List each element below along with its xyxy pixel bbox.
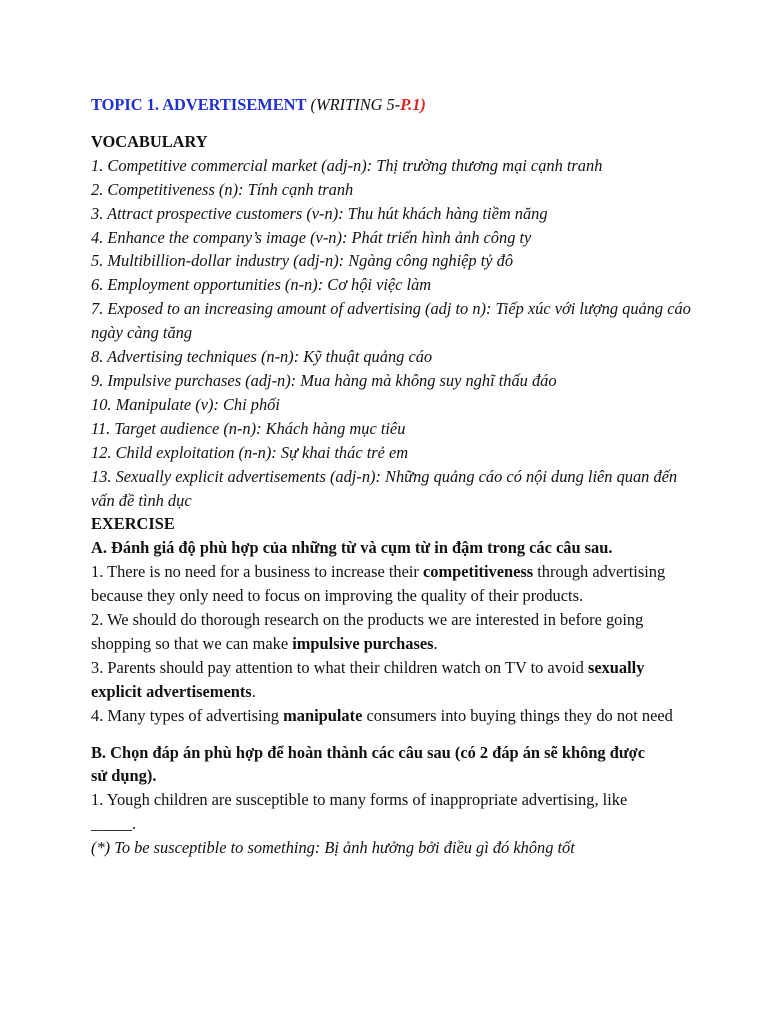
item-text: .	[433, 633, 438, 653]
vocab-item: 11. Target audience (n-n): Khách hàng mục tiêu	[91, 418, 406, 438]
vocab-item: 3. Attract prospective customers (v-n): Thu hút khách hàng tiềm năng	[91, 203, 548, 223]
item-bold-term: impulsive purchases	[292, 633, 434, 653]
section-b-heading-cont: sử dụng).	[91, 766, 157, 786]
section-a-heading: A. Đánh giá độ phù hợp của những từ và cụm từ in đậm trong các câu sau.	[91, 538, 613, 558]
topic-subtitle: (WRITING 5-	[306, 95, 401, 114]
document-content	[91, 93, 691, 860]
item-text: 3. Parents should pay attention to what their children watch on TV to avoid	[91, 657, 588, 677]
exercise-a-item	[91, 608, 691, 656]
topic-title	[91, 93, 691, 117]
topic-part: P.1)	[400, 95, 426, 114]
section-b-heading: B. Chọn đáp án phù hợp để hoàn thành các câu sau (có 2 đáp án sẽ không được	[91, 742, 646, 762]
exercise-a-item	[91, 560, 691, 608]
vocab-item: 10. Manipulate (v): Chi phối	[91, 394, 280, 414]
vocab-item: 1. Competitive commercial market (adj-n): Thị trường thương mại cạnh tranh	[91, 155, 603, 175]
exercise-a-item	[91, 704, 691, 728]
vocab-item: 6. Employment opportunities (n-n): Cơ hội việc làm	[91, 275, 432, 295]
item-bold-term: competitiveness	[422, 562, 534, 582]
spacer	[91, 728, 691, 741]
vocab-item: 13. Sexually explicit advertisements (adj-n): Những quảng cáo có nội dung liên quan đến vấn đề tình dục	[91, 466, 678, 510]
vocab-item: 7. Exposed to an increasing amount of advertising (adj to n): Tiếp xúc với lượng quảng cáo ngày càng tăng	[91, 299, 691, 343]
vocab-item: 8. Advertising techniques (n-n): Kỹ thuật quảng cáo	[91, 347, 433, 367]
vocab-item: 4. Enhance the company’s image (v-n): Phát triển hình ảnh công ty	[91, 227, 532, 247]
item-bold-term: sexually explicit advertisements	[91, 657, 645, 701]
vocab-item: 12. Child exploitation (n-n): Sự khai thác trẻ em	[91, 442, 409, 462]
item-text: consumers into buying things they do not need	[362, 705, 673, 725]
topic-title-text: TOPIC 1. ADVERTISEMENT	[91, 95, 307, 114]
definition-note: (*) To be susceptible to something: Bị ảnh hưởng bởi điều gì đó không tốt	[91, 838, 575, 858]
vocab-item: 5. Multibillion-dollar industry (adj-n): Ngàng công nghiệp tỷ đô	[91, 251, 514, 271]
item-bold-term: manipulate	[283, 705, 363, 725]
exercise-b-item: 1. Yough children are susceptible to many forms of inappropriate advertising, like	[91, 790, 628, 810]
answer-blank: _____.	[91, 814, 137, 834]
exercise-a-item	[91, 656, 691, 704]
item-text: .	[251, 681, 256, 701]
item-text: 2. We should do thorough research on the products we are interested in before going shopping so that we can make	[91, 610, 644, 653]
vocab-item: 2. Competitiveness (n): Tính cạnh tranh	[91, 179, 354, 199]
exercise-heading: EXERCISE	[91, 514, 175, 534]
vocab-item: 9. Impulsive purchases (adj-n): Mua hàng mà không suy nghĩ thấu đáo	[91, 370, 557, 390]
item-text: 1. There is no need for a business to increase their	[91, 562, 423, 582]
item-text: through advertising because they only need to focus on improving the quality of their products.	[91, 562, 666, 606]
vocabulary-heading: VOCABULARY	[91, 131, 208, 151]
item-text: 4. Many types of advertising	[91, 705, 284, 725]
